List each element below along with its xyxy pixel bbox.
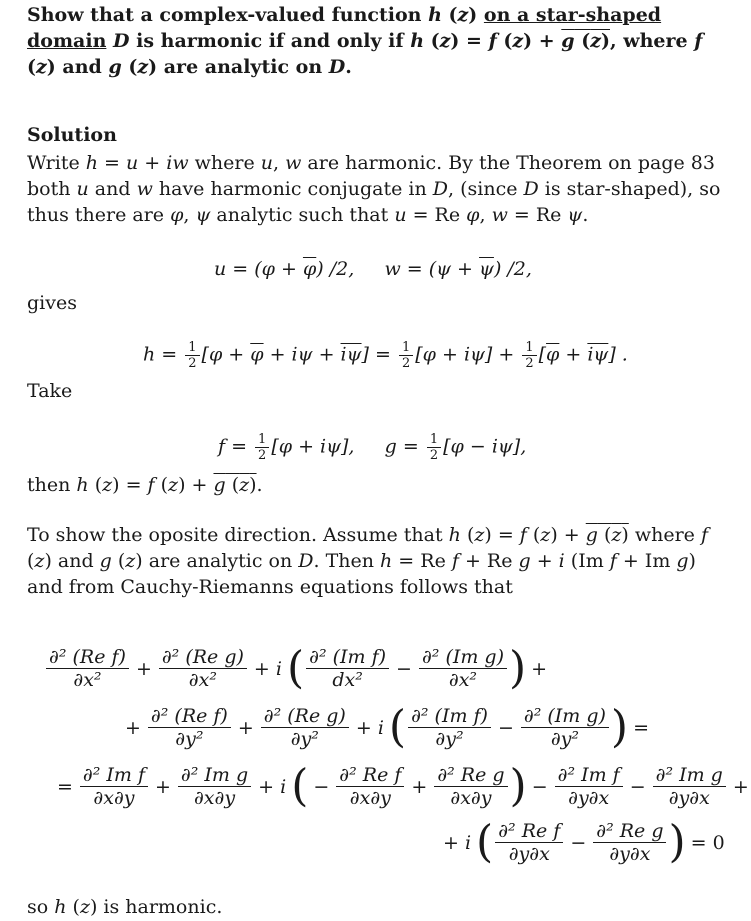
solution-heading: Solution: [27, 124, 117, 146]
equation-row-3: = $\frac{\text{∂² Im f}}{\partial x\partial y}$ + $\frac{\text{∂² Im g}}{\partial x\partial y}$ + i ( − $\frac{\text{∂² Re f}}{\partial x\partial y}$ + $\frac{\text{∂² Re g}}{\partial x\partial y}$ ) − $\frac{\text{∂² Im f}}{\partial y\partial x}$ − $\frac{\text{∂² Im g}}{\partial y\partial x}$ +: [57, 760, 749, 812]
problem-statement: [27, 2, 727, 80]
problem-text: Show that a complex-valued function h (z) on a star-shaped domain D is harmonic if and only if h (z) = f (z) + g (z), where f (z) and g (z) are analytic on D.: [27, 4, 703, 78]
take-label: Take: [27, 380, 73, 402]
solution-para-1: Write h = u + iw where u, w are harmonic. By the Theorem on page 83 both u and w have harmonic conjugate in D, (since D is star-shaped), so thus there are φ, ψ analytic such that u = Re φ, w = Re ψ.: [27, 152, 721, 226]
equation-row-1: $\frac{\text{∂² (Re f)}}{\text{∂x²}}$ + $\frac{\text{∂² (Re g)}}{\text{∂x²}}$ + i ( $\frac{\text{∂² (Im f)}}{\text{dx²}}$ − $\frac{\text{∂² (Im g)}}{\text{∂x²}}$ ) +: [44, 646, 552, 691]
conclusion-line: so h (z) is harmonic.: [27, 896, 223, 918]
equation-u-w: $u = (\varphi + \overline{\varphi})$ /2, $w = (\psi + \overline{\psi})$ /2,: [214, 258, 532, 280]
solution-para-2: To show the oposite direction. Assume that h (z) = f (z) + g (z) where f (z) and g (z) are analytic on D. Then h = Re f + Re g + i (Im f + Im g) and from Cauchy-Riemanns equations follows that: [27, 524, 708, 598]
gives-label: gives: [27, 292, 77, 314]
equation-row-2: + $\frac{\text{∂² (Re f)}}{\text{∂y²}}$ + $\frac{\text{∂² (Re g)}}{\text{∂y²}}$ + i ( $\frac{\text{∂² (Im f)}}{\text{∂y²}}$ − $\frac{\text{∂² (Im g)}}{\text{∂y²}}$ ) =: [125, 701, 650, 753]
equation-f-g: f = $\frac{1}{2}$ [φ + iψ], g = $\frac{1}{2}$ [φ − iψ],: [218, 432, 527, 463]
equation-h: h = $\frac{1}{2}$ $[\varphi + \overline{\varphi} + i\psi + \overline{i\psi}]$ = $\frac{1}{2}$ [φ + iψ] + $\frac{1}{2}$ $[\overline{\varphi} + \overline{i\psi}]$ .: [143, 340, 628, 371]
equation-row-4: + i ( $\frac{\text{∂² Re f}}{\partial y\partial x}$ − $\frac{\text{∂² Re g}}{\partial y\partial x}$ ) = 0: [443, 816, 725, 868]
then-line: then h (z) = f (z) + g (z).: [27, 474, 263, 496]
